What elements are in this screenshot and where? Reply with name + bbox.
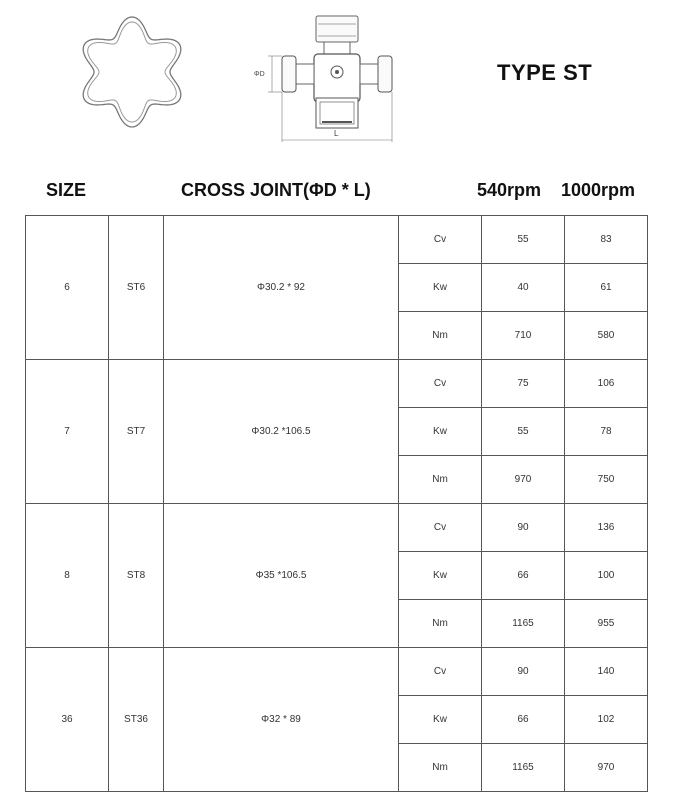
value-540-cell: 75 (482, 360, 565, 408)
table-row (26, 504, 648, 552)
value-540-cell: 1165 (482, 744, 565, 792)
dimension-d-label: ΦD (254, 71, 265, 78)
size-cell: 7 (26, 360, 109, 504)
code-cell: ST36 (109, 648, 164, 792)
code-cell: ST6 (109, 216, 164, 360)
unit-cell: Cv (399, 504, 482, 552)
unit-cell: Kw (399, 264, 482, 312)
code-cell: ST7 (109, 360, 164, 504)
value-1000-cell: 955 (565, 600, 648, 648)
value-540-cell: 710 (482, 312, 565, 360)
spec-table (25, 215, 648, 792)
unit-cell: Nm (399, 744, 482, 792)
header-540rpm: 540rpm (477, 180, 542, 200)
value-1000-cell: 580 (565, 312, 648, 360)
value-540-cell: 55 (482, 408, 565, 456)
size-cell: 36 (26, 648, 109, 792)
table-row (26, 648, 648, 696)
size-cell: 8 (26, 504, 109, 648)
value-540-cell: 1165 (482, 600, 565, 648)
value-540-cell: 40 (482, 264, 565, 312)
unit-cell: Cv (399, 216, 482, 264)
value-1000-cell: 102 (565, 696, 648, 744)
dimension-cell: Φ35 *106.5 (164, 504, 399, 648)
value-1000-cell: 78 (565, 408, 648, 456)
value-540-cell: 66 (482, 552, 565, 600)
value-540-cell: 55 (482, 216, 565, 264)
unit-cell: Nm (399, 456, 482, 504)
dimension-cell: Φ30.2 *106.5 (164, 360, 399, 504)
dimension-cell: Φ30.2 * 92 (164, 216, 399, 360)
value-1000-cell: 970 (565, 744, 648, 792)
value-540-cell: 970 (482, 456, 565, 504)
value-540-cell: 66 (482, 696, 565, 744)
unit-cell: Nm (399, 312, 482, 360)
header-cross-joint: CROSS JOINT(ΦD * L) (181, 180, 371, 200)
size-cell: 6 (26, 216, 109, 360)
unit-cell: Cv (399, 648, 482, 696)
value-540-cell: 90 (482, 648, 565, 696)
dimension-cell: Φ32 * 89 (164, 648, 399, 792)
header-size: SIZE (46, 180, 87, 200)
value-1000-cell: 750 (565, 456, 648, 504)
code-cell: ST8 (109, 504, 164, 648)
value-540-cell: 90 (482, 504, 565, 552)
value-1000-cell: 136 (565, 504, 648, 552)
value-1000-cell: 100 (565, 552, 648, 600)
unit-cell: Kw (399, 552, 482, 600)
unit-cell: Kw (399, 408, 482, 456)
unit-cell: Cv (399, 360, 482, 408)
table-row (26, 360, 648, 408)
cross-joint-drawing (252, 14, 404, 148)
header-1000rpm: 1000rpm (561, 180, 636, 200)
unit-cell: Kw (399, 696, 482, 744)
value-1000-cell: 140 (565, 648, 648, 696)
value-1000-cell: 83 (565, 216, 648, 264)
dimension-l-label: L (334, 129, 339, 138)
value-1000-cell: 61 (565, 264, 648, 312)
unit-cell: Nm (399, 600, 482, 648)
page-title: TYPE ST (497, 60, 593, 85)
table-row (26, 216, 648, 264)
value-1000-cell: 106 (565, 360, 648, 408)
star-profile-drawing (76, 12, 188, 132)
